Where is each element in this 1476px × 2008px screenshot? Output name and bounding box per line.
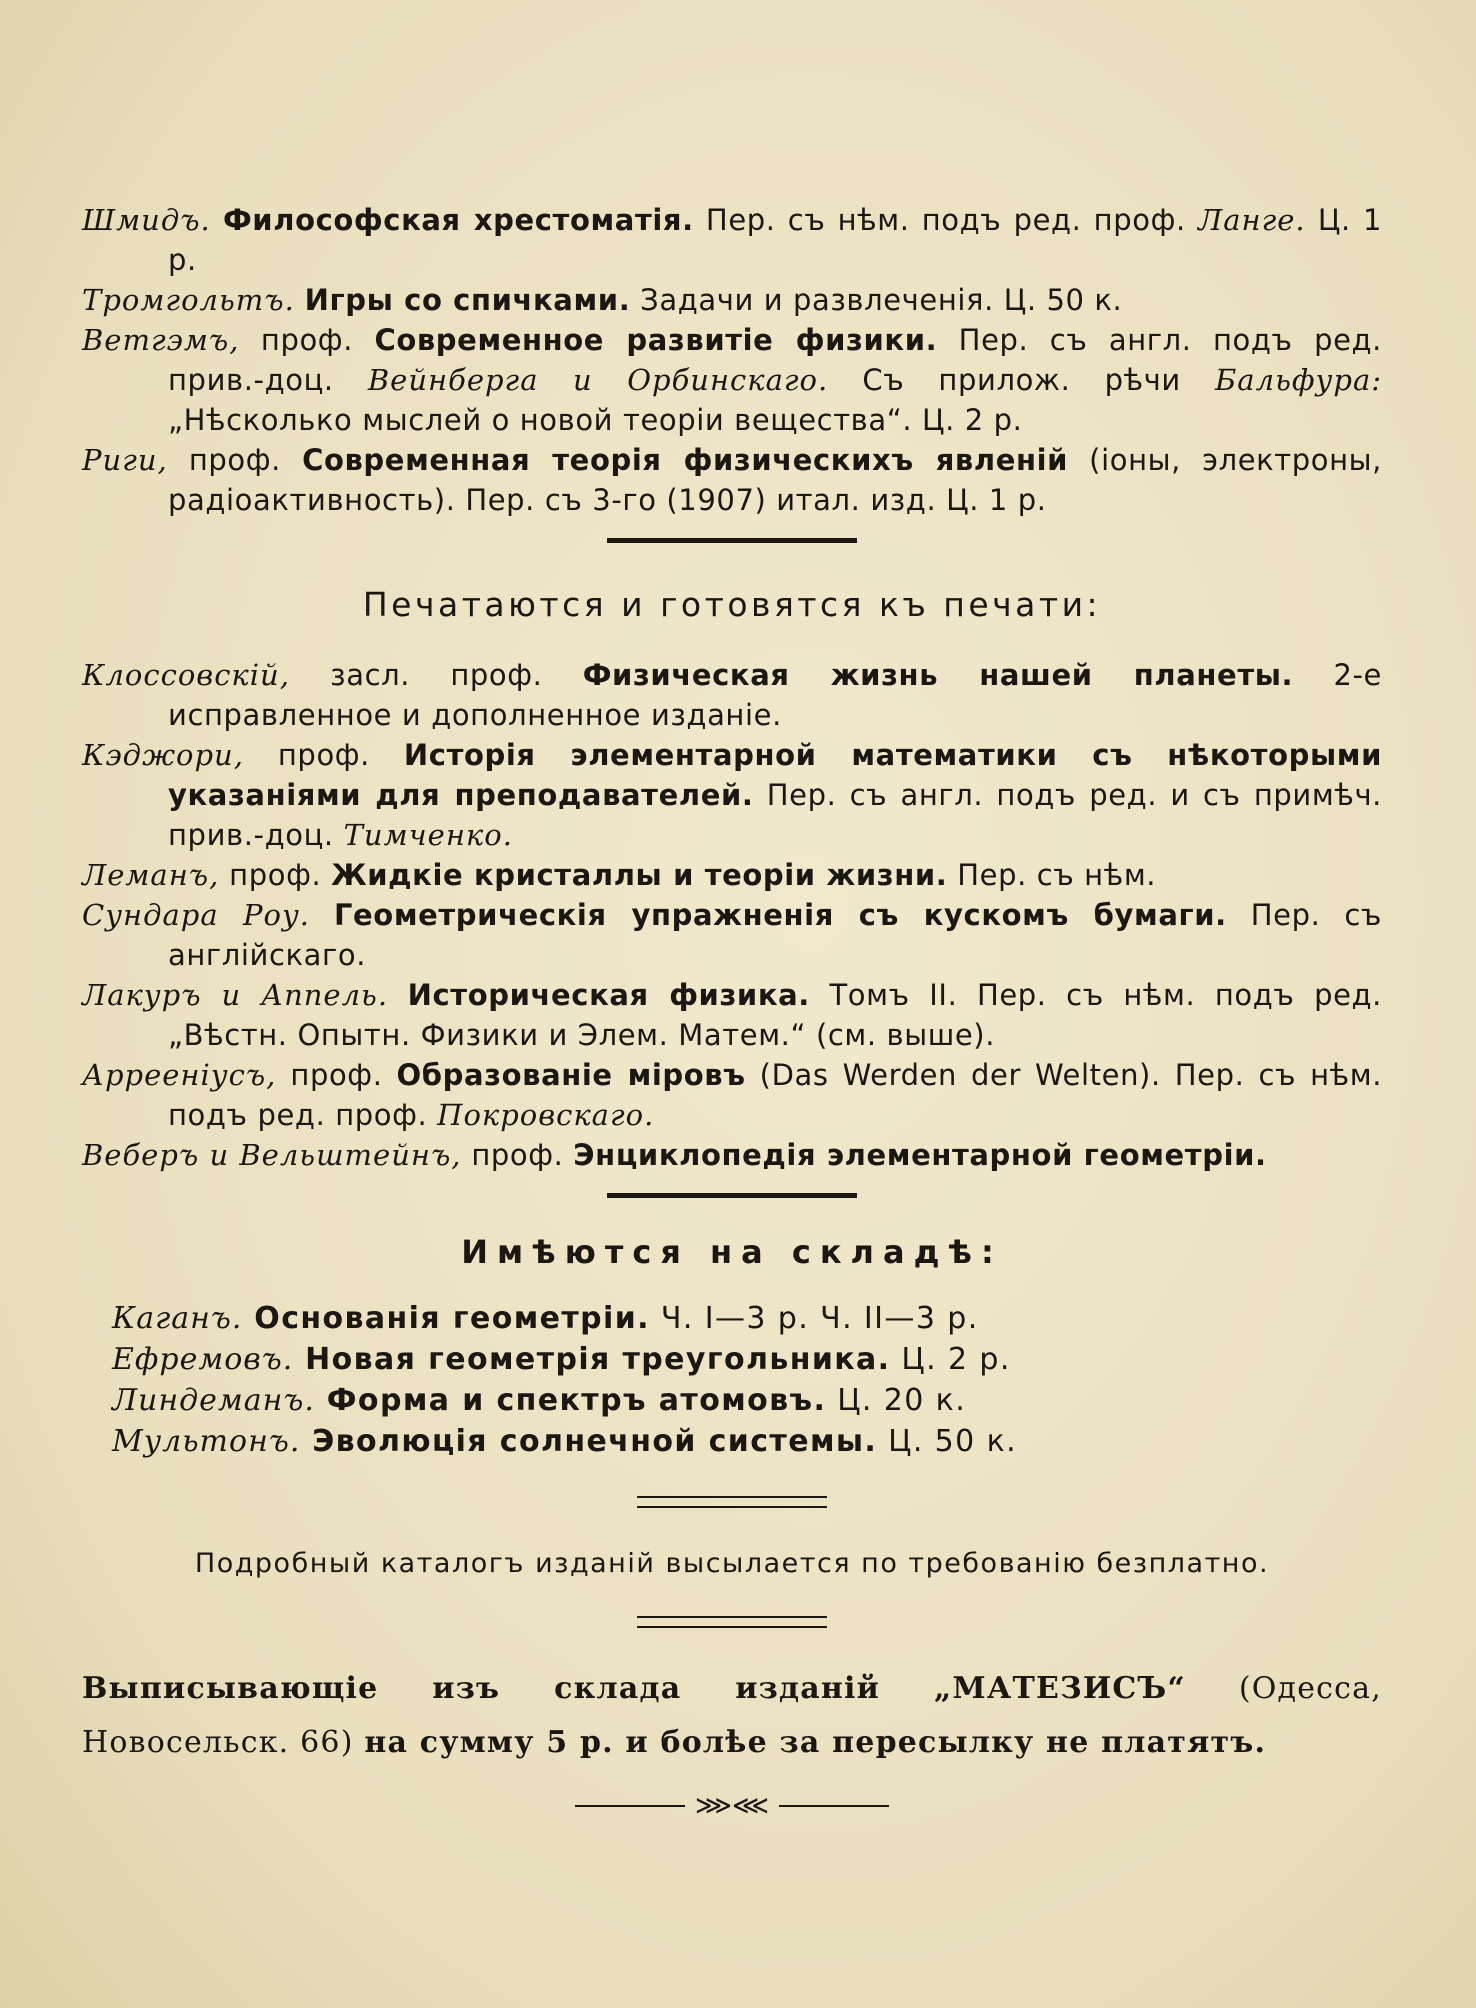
ornament-line-left	[575, 1805, 685, 1807]
list-item: Леманъ, проф. Жидкіе кристаллы и теоріи жизни. Пер. съ нѣм.	[82, 858, 1157, 892]
divider	[607, 1193, 857, 1198]
list-item: Линдеманъ. Форма и спектръ атомовъ. Ц. 20 к.	[112, 1383, 967, 1418]
double-divider	[637, 1496, 827, 1508]
ordering-note: Выписывающіе изъ склада изданій „МАТЕЗИСЪ“ (Одесса, Новосельск. 66) на сумму 5 р. и болѣе за пересылку не платятъ.	[82, 1671, 1382, 1760]
section-heading-stock: Имѣются на складѣ:	[461, 1233, 1003, 1271]
list-item: Лакуръ и Аппель. Историческая физика. Томъ II. Пер. съ нѣм. подъ ред. „Вѣстн. Опытн. Физики и Элем. Матем.“ (см. выше).	[82, 978, 1382, 1052]
list-item: Мультонъ. Эволюція солнечной системы. Ц. 50 к.	[112, 1424, 1018, 1459]
section-heading-printing: Печатаются и готовятся къ печати:	[362, 585, 1102, 624]
list-item: Тромгольтъ. Игры со спичками. Задачи и развлеченія. Ц. 50 к.	[82, 283, 1123, 317]
divider	[607, 538, 857, 543]
list-item: Шмидъ. Философская хрестоматія. Пер. съ нѣм. подъ ред. проф. Ланге. Ц. 1 р.	[82, 203, 1383, 277]
top-entries	[82, 200, 1382, 520]
list-item: Веберъ и Вельштейнъ, проф. Энциклопедія элементарной геометріи.	[82, 1138, 1267, 1172]
ornament	[82, 1790, 1382, 1821]
stock-entries	[82, 1298, 1382, 1462]
list-item: Ветгэмъ, проф. Современное развитіе физики. Пер. съ англ. подъ ред. прив.-доц. Вейнберга и Орбинскаго. Съ прилож. рѣчи Бальфура: „Нѣсколько мыслей о новой теоріи вещества“. Ц. 2 р.	[82, 323, 1382, 437]
list-item: Кэджори, проф. Исторія элементарной математики съ нѣкоторыми указаніями для преподавателей. Пер. съ англ. подъ ред. и съ примѣч. прив.-доц. Тимченко.	[82, 738, 1382, 852]
double-divider	[637, 1616, 827, 1628]
printing-entries	[82, 655, 1382, 1175]
list-item: Риги, проф. Современная теорія физическихъ явленій (іоны, электроны, радіоактивность). Пер. съ 3-го (1907) итал. изд. Ц. 1 р.	[82, 443, 1383, 517]
page-content	[82, 200, 1382, 1821]
list-item: Каганъ. Основанія геометріи. Ч. I—3 р. Ч. II—3 р.	[112, 1301, 979, 1336]
list-item: Сундара Роу. Геометрическія упражненія съ кускомъ бумаги. Пер. съ англійскаго.	[82, 898, 1382, 972]
catalog-note: Подробный каталогъ изданій высылается по требованію безплатно.	[194, 1548, 1270, 1579]
ornament-line-right	[779, 1805, 889, 1807]
list-item: Клоссовскій, засл. проф. Физическая жизнь нашей планеты. 2-е исправленное и дополненное изданіе.	[82, 658, 1382, 732]
list-item: Ефремовъ. Новая геометрія треугольника. Ц. 2 р.	[112, 1342, 1011, 1377]
list-item: Аррееніусъ, проф. Образованіе міровъ (Das Werden der Welten). Пер. съ нѣм. подъ ред. проф. Покровскаго.	[82, 1058, 1383, 1132]
ornament-icon: ⋙⋘	[695, 1790, 769, 1821]
